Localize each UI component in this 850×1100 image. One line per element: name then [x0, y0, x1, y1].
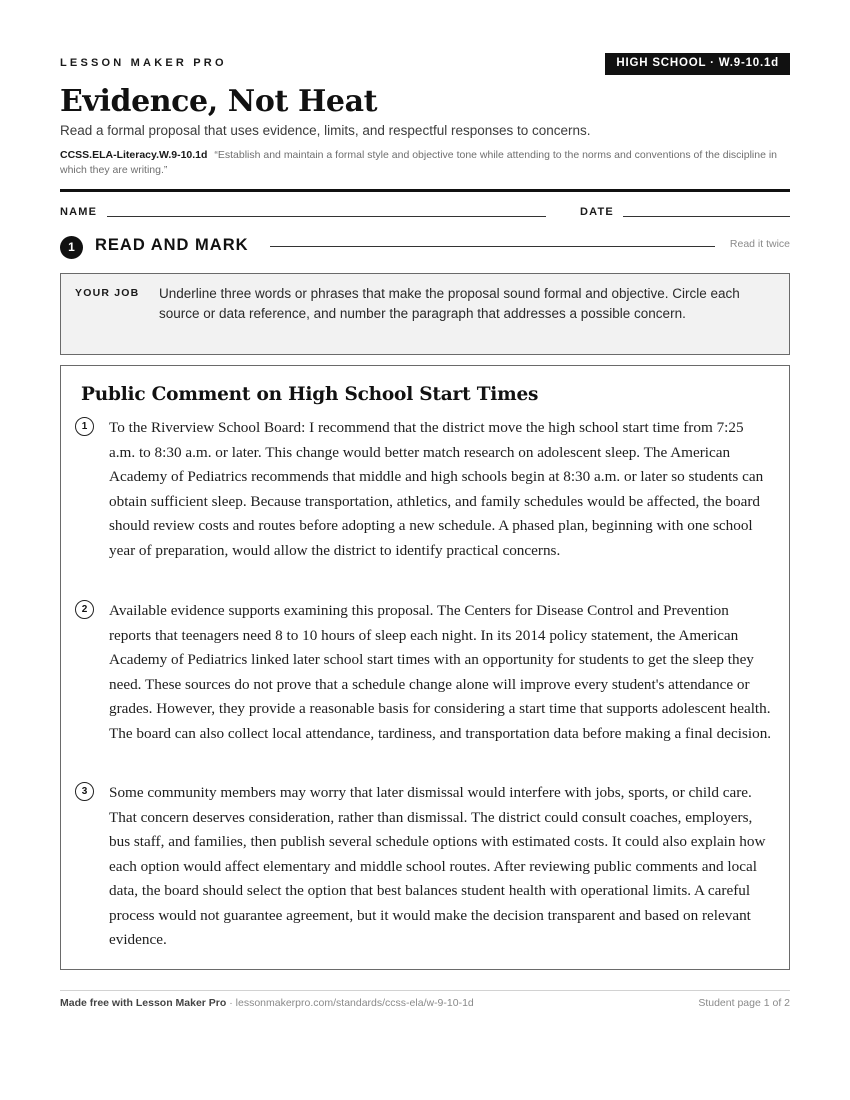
paragraph-text: Available evidence supports examining this proposal. The Centers for Disease Control and Prevention reports that teenagers need 8 to 10 hours of sleep each night. In its 2014 policy statement, the American Academy of Pediatrics linked later school start times with an opportunity for students to get the sleep they need. These sources do not prove that a schedule change alone will improve every student's attendance or grades. However, they provide a reasonable basis for considering a start time that supports adolescent health. The board can also collect local attendance, tardiness, and transportation data before making a final decision. [109, 602, 772, 742]
footer-separator: · [226, 997, 236, 1009]
instructions-label: YOUR JOB [75, 287, 140, 299]
section-heading: READ AND MARK [95, 236, 249, 254]
date-label: DATE [580, 206, 614, 218]
passage-paragraph [75, 416, 775, 563]
passage-title: Public Comment on High School Start Times [81, 384, 539, 405]
section-note: Read it twice [729, 238, 790, 250]
instructions-box [60, 273, 790, 355]
section-divider [270, 246, 715, 247]
header-divider [60, 189, 790, 192]
footer-divider [60, 990, 790, 991]
paragraph-number: 3 [75, 782, 94, 801]
footer-made-with: Made free with Lesson Maker Pro [60, 997, 227, 1009]
page-subtitle: Read a formal proposal that uses evidence, limits, and respectful responses to concerns. [60, 123, 591, 138]
passage-paragraph [75, 599, 775, 746]
standard-description [60, 148, 790, 178]
grade-standard-badge: HIGH SCHOOL · W.9-10.1d [605, 53, 790, 75]
section-number-badge: 1 [60, 236, 83, 259]
paragraph-text: To the Riverview School Board: I recommend that the district move the high school start time from 7:25 a.m. to 8:30 a.m. or later. This change would better match research on adolescent sleep. The American Academy of Pediatrics recommends that middle and high schools begin at 8:30 a.m. or later so students can obtain sufficient sleep. Because transportation, athletics, and family schedules would be affected, the board should review costs and routes before adopting a new schedule. A phased plan, beginning with one school year of preparation, would allow the district to identify practical concerns. [109, 419, 764, 559]
standard-code: CCSS.ELA-Literacy.W.9-10.1d [60, 149, 208, 161]
page-indicator: Student page 1 of 2 [698, 997, 790, 1009]
name-field[interactable] [107, 216, 546, 217]
paragraph-text: Some community members may worry that later dismissal would interfere with jobs, sports, or child care. That concern deserves consideration, rather than dismissal. The district could consult coaches, employers, bus staff, and families, then publish several schedule options with estimated costs. It could also explain how each option would affect elementary and middle school routes. After reviewing public comments and local data, the board should select the option that best balances student health with operational limits. A careful process would not guarantee agreement, but it would make the decision transparent and based on relevant evidence. [109, 784, 766, 948]
footer-url-link[interactable]: lessonmakerpro.com/standards/ccss-ela/w-9-10-1d [235, 997, 474, 1009]
reading-passage [60, 365, 790, 970]
passage-paragraph [75, 781, 775, 953]
paragraph-number: 1 [75, 417, 94, 436]
page-title: Evidence, Not Heat [60, 84, 378, 119]
date-field[interactable] [623, 216, 790, 217]
name-label: NAME [60, 206, 98, 218]
instructions-text: Underline three words or phrases that make the proposal sound formal and objective. Circle each source or data reference, and number the paragraph that addresses a possible concern. [159, 286, 740, 321]
footer-credit [60, 997, 474, 1009]
standard-text: “Establish and maintain a formal style and objective tone while attending to the norms and conventions of the discipline in which they are writing.” [60, 149, 778, 176]
paragraph-number: 2 [75, 600, 94, 619]
brand-name: LESSON MAKER PRO [60, 57, 227, 69]
